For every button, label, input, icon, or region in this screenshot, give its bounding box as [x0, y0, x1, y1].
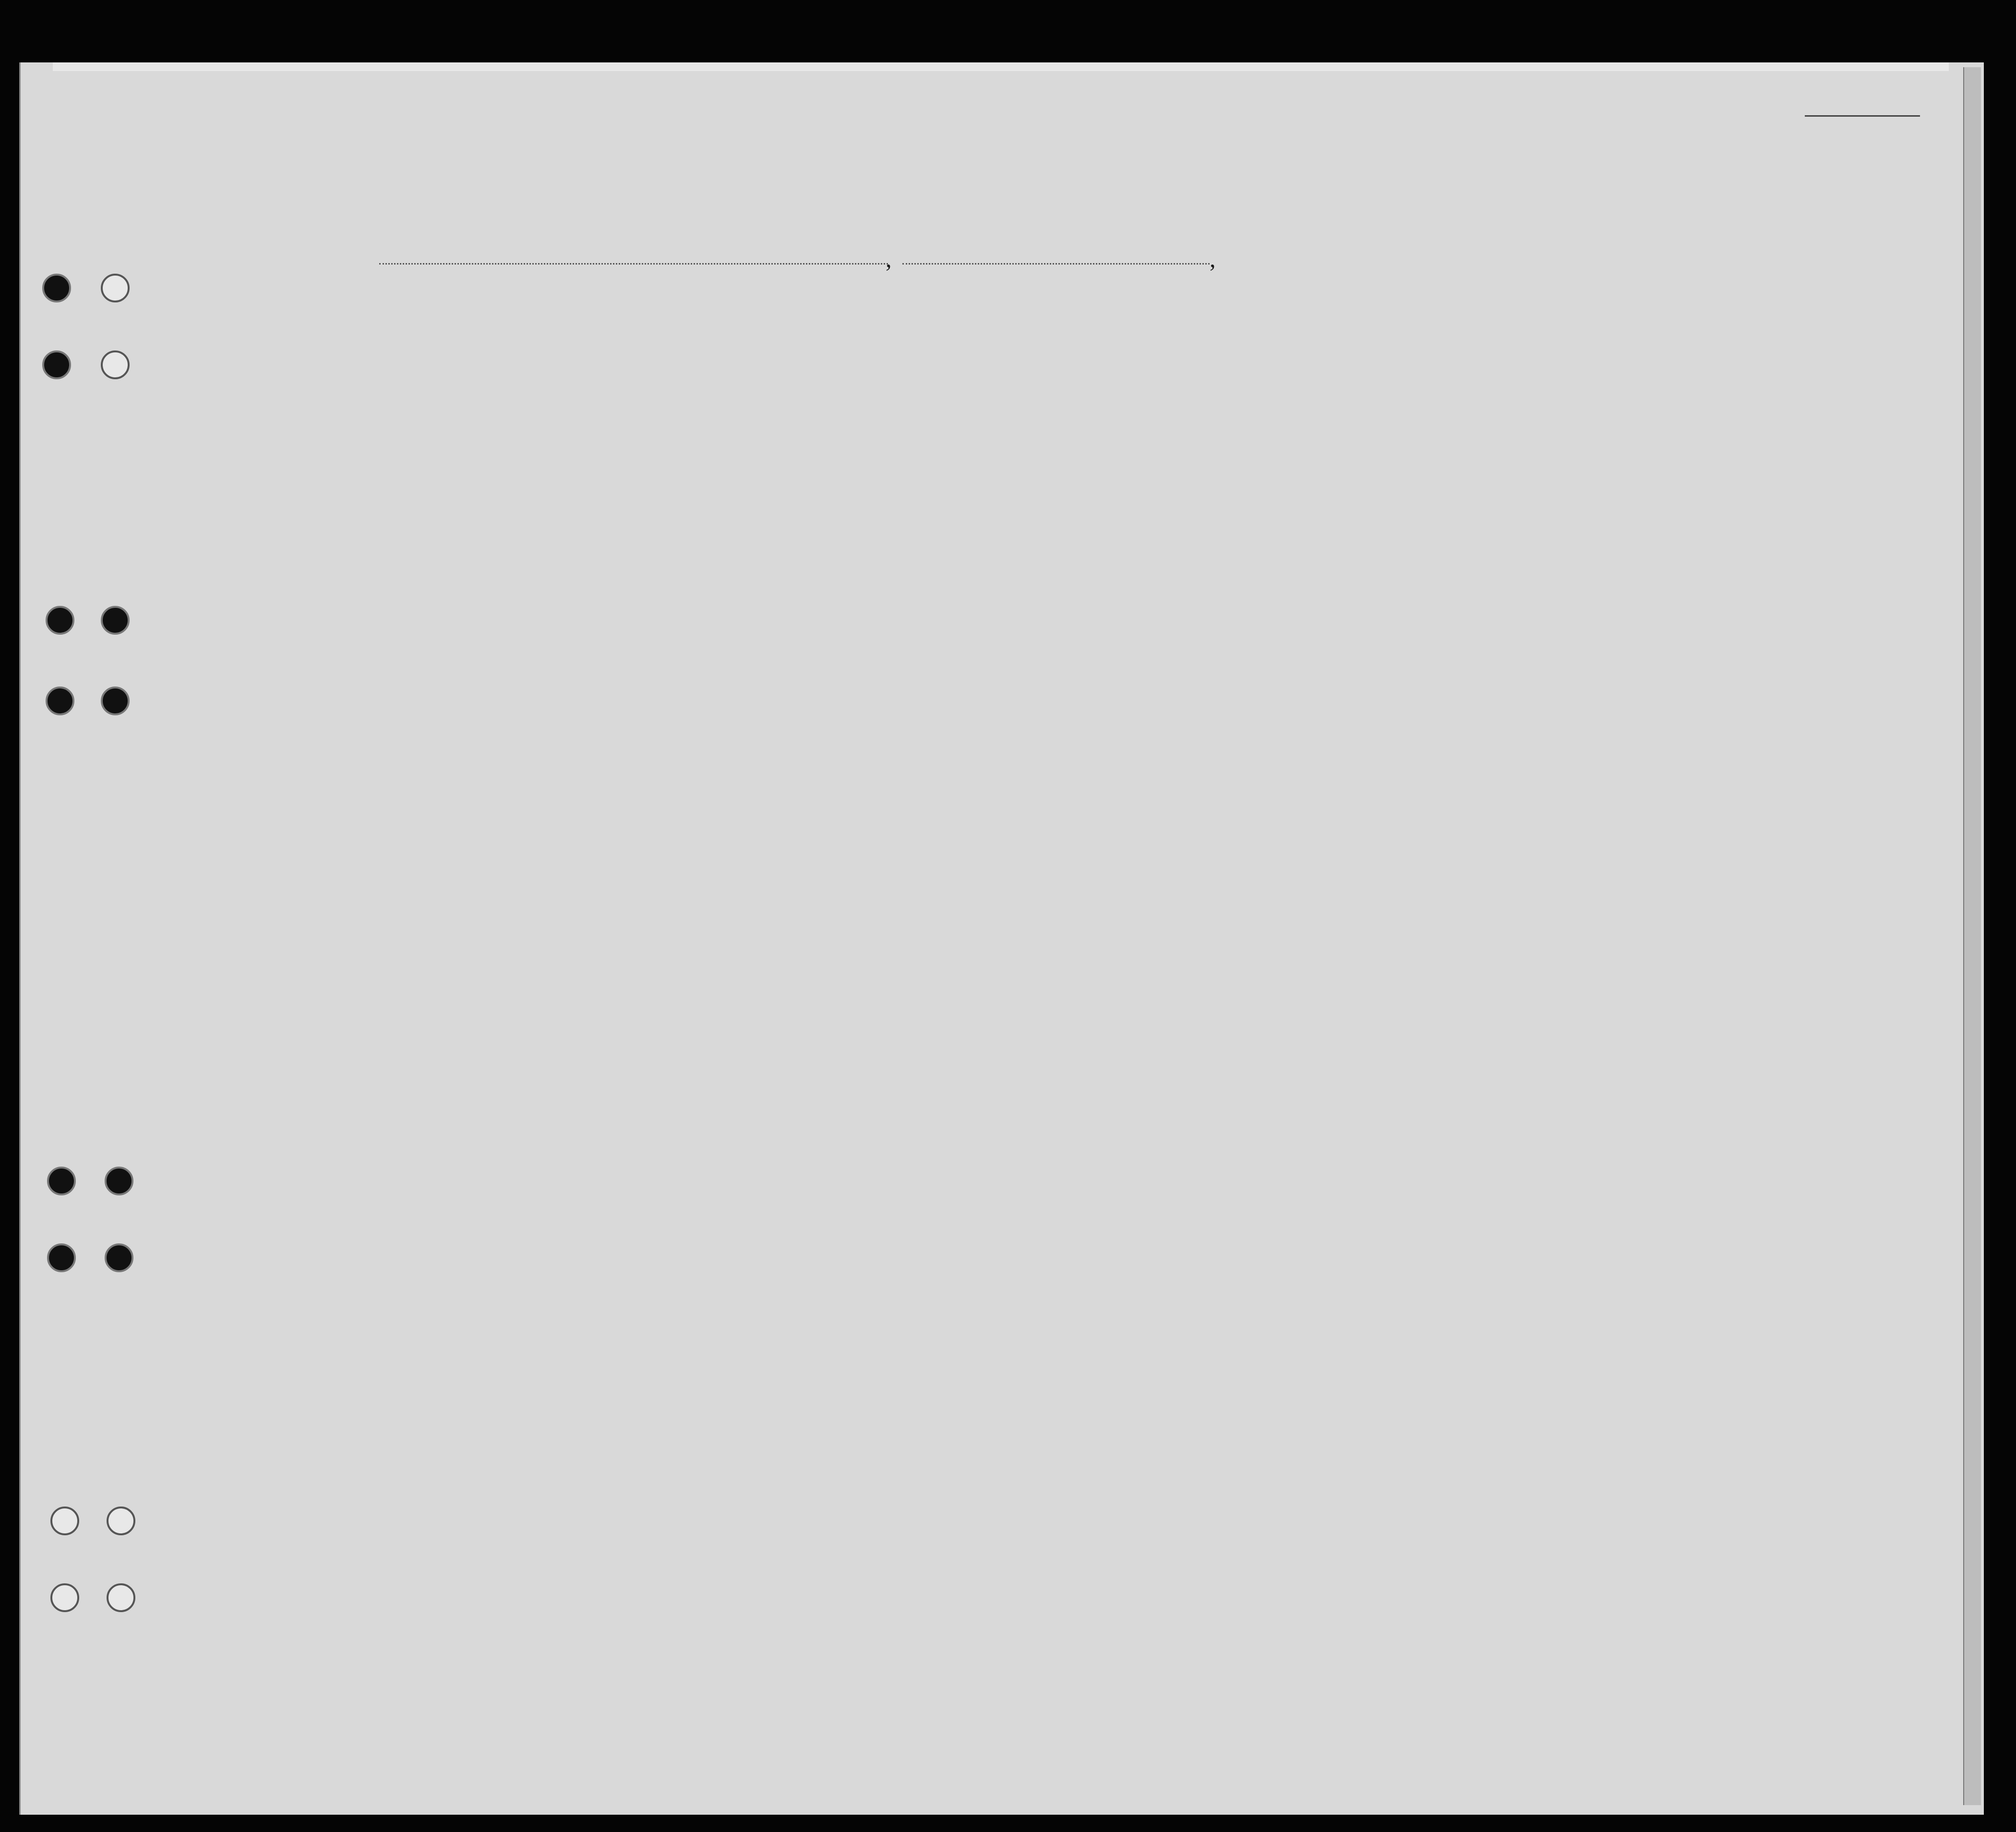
header-q28 [1392, 336, 1426, 451]
header-purpose-return [1167, 336, 1196, 451]
header-prison [1310, 336, 1339, 451]
header-purpose-length [1226, 336, 1246, 451]
comma: , [886, 245, 892, 272]
header-purpose-citizen [1281, 336, 1300, 451]
comma: , [1210, 245, 1216, 272]
header-q29 [1445, 336, 1471, 451]
header-q30 [1490, 336, 1512, 451]
